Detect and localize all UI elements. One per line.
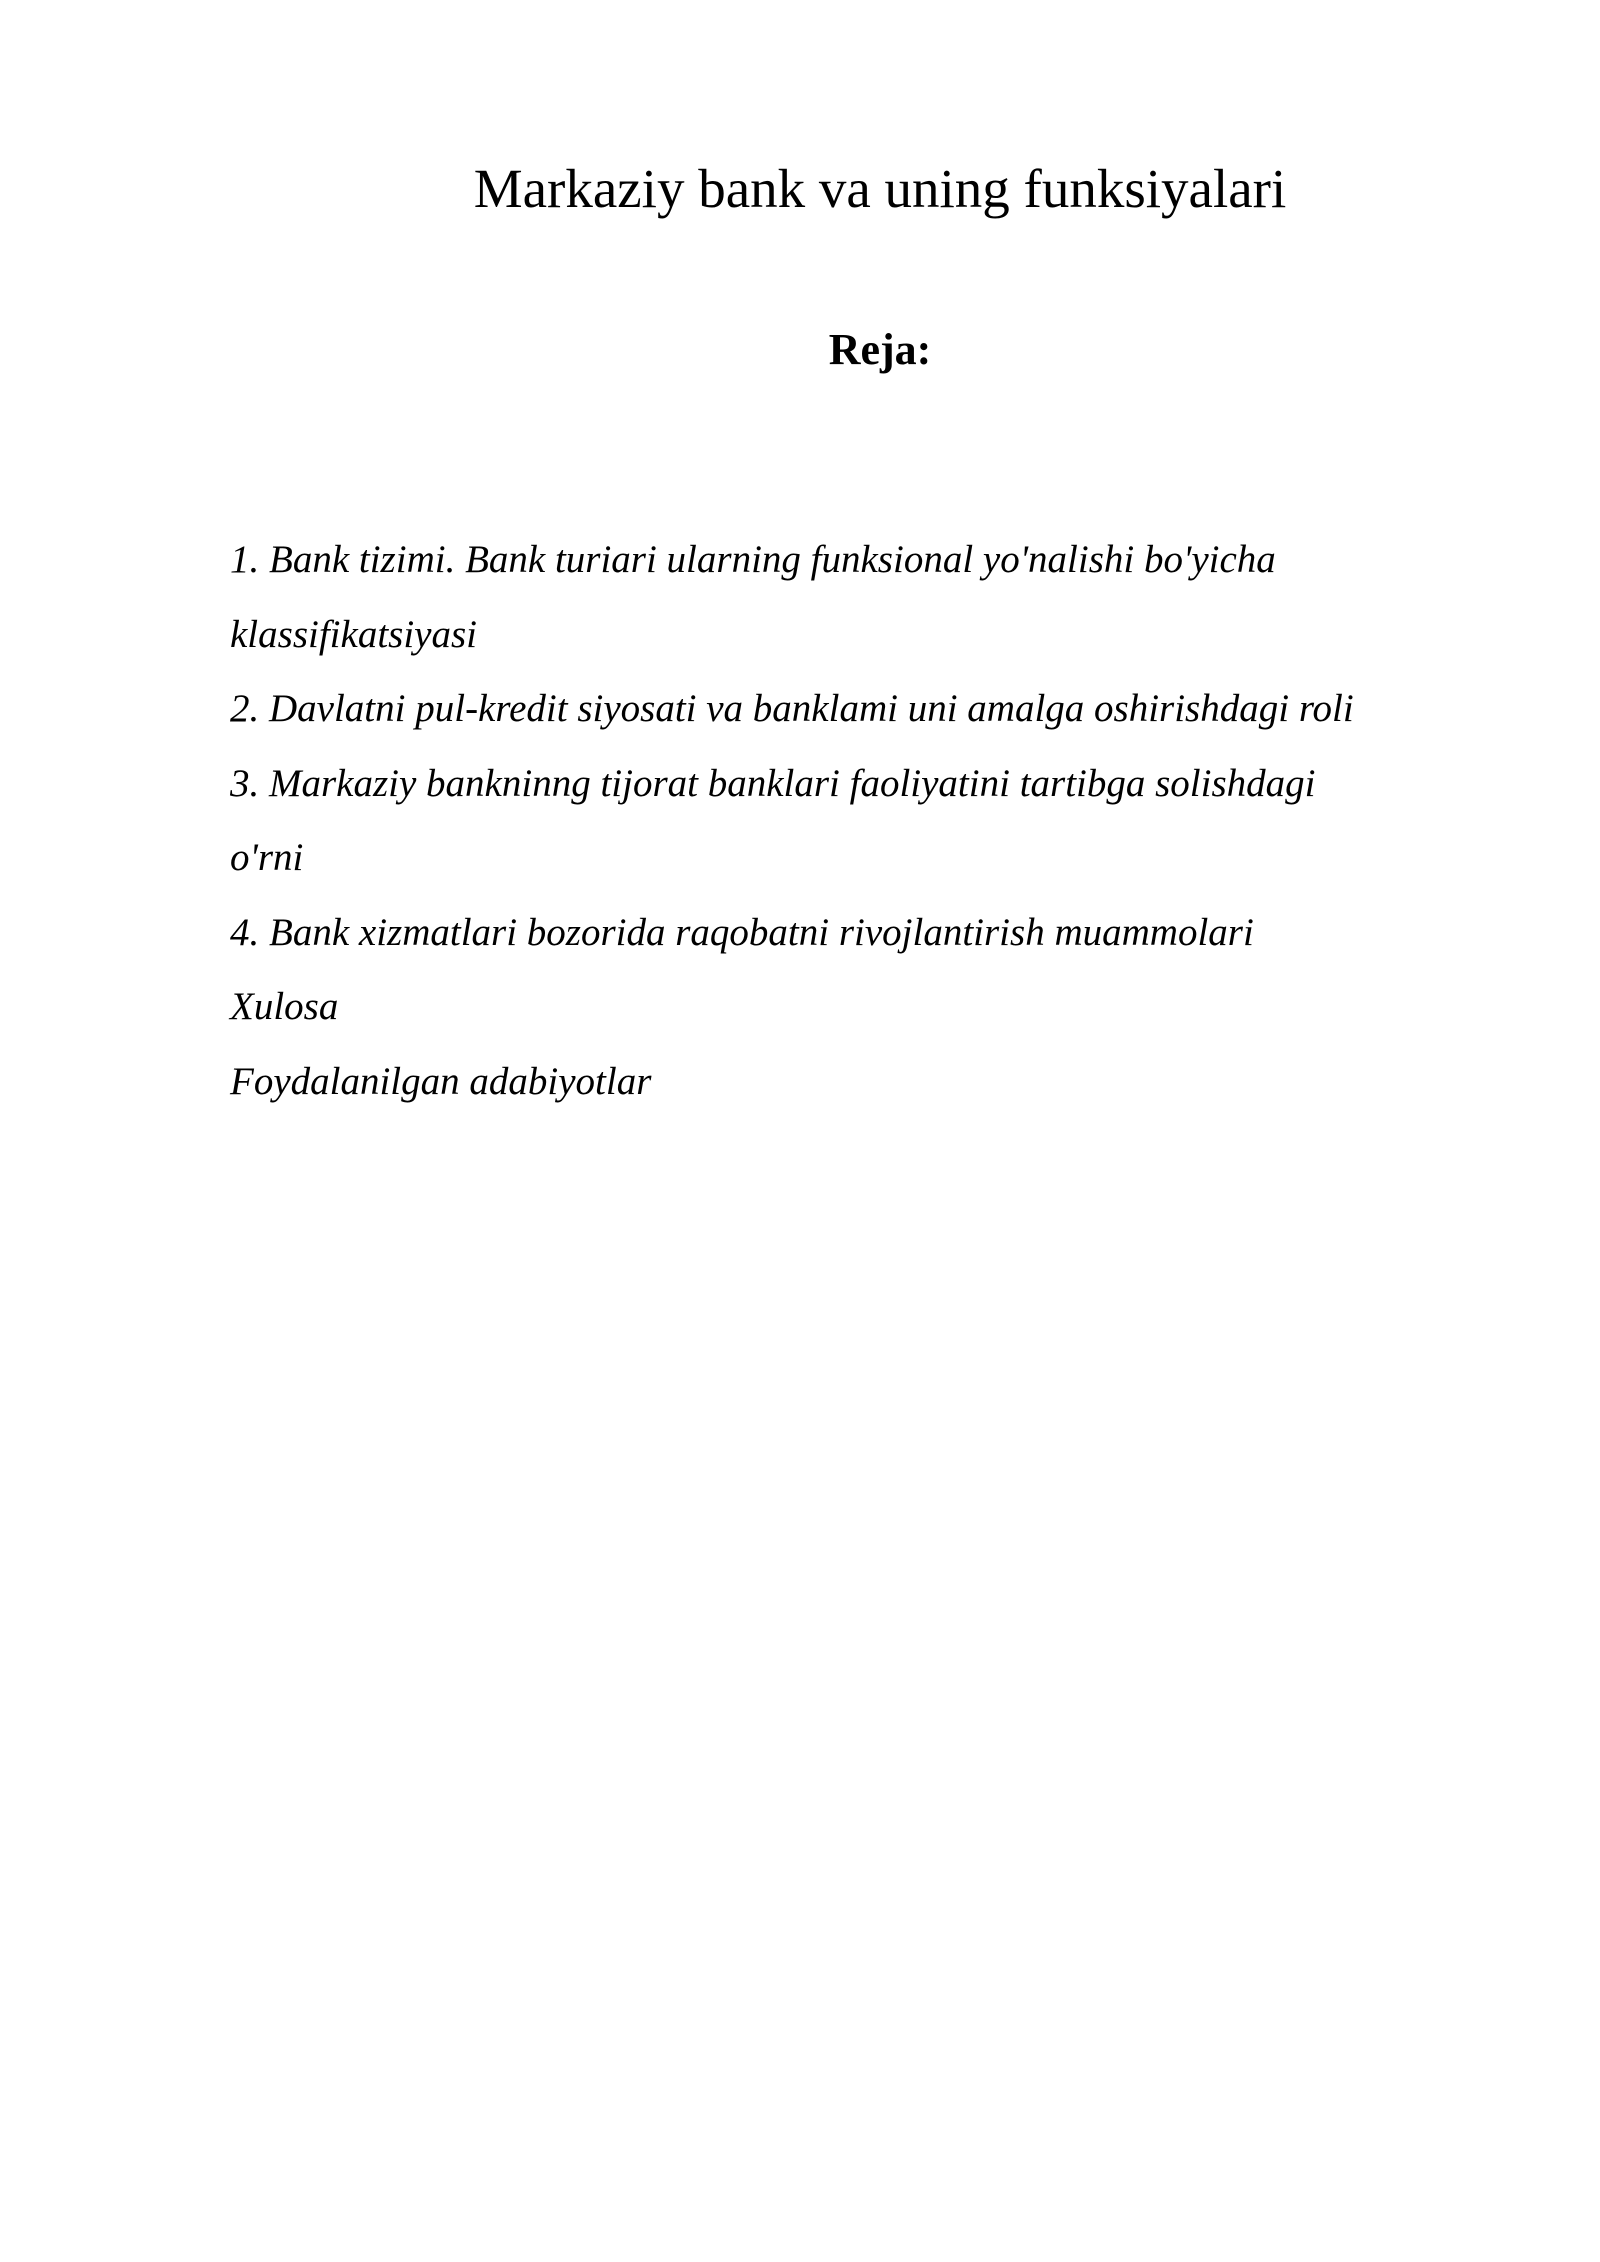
document-title: Markaziy bank va uning funksiyalari — [473, 158, 1287, 219]
toc-line: 1. Bank tizimi. Bank turiari ularning funksional yo'nalishi bo'yicha — [230, 538, 1276, 581]
toc-line: 2. Davlatni pul-kredit siyosati va banklami uni amalga oshirishdagi roli — [230, 687, 1354, 730]
toc-line: o'rni — [230, 836, 304, 879]
toc-line: 3. Markaziy bankninng tijorat banklari faoliyatini tartibga solishdagi — [230, 761, 1316, 805]
plan-heading: Reja: — [828, 325, 932, 374]
toc-line: Xulosa — [230, 985, 339, 1028]
toc-line: 4. Bank xizmatlari bozorida raqobatni rivojlantirish muammolari — [230, 910, 1254, 954]
toc-line: Foydalanilgan adabiyotlar — [230, 1059, 652, 1103]
toc-line: klassifikatsiyasi — [230, 612, 477, 656]
table-of-contents — [230, 523, 1530, 1119]
